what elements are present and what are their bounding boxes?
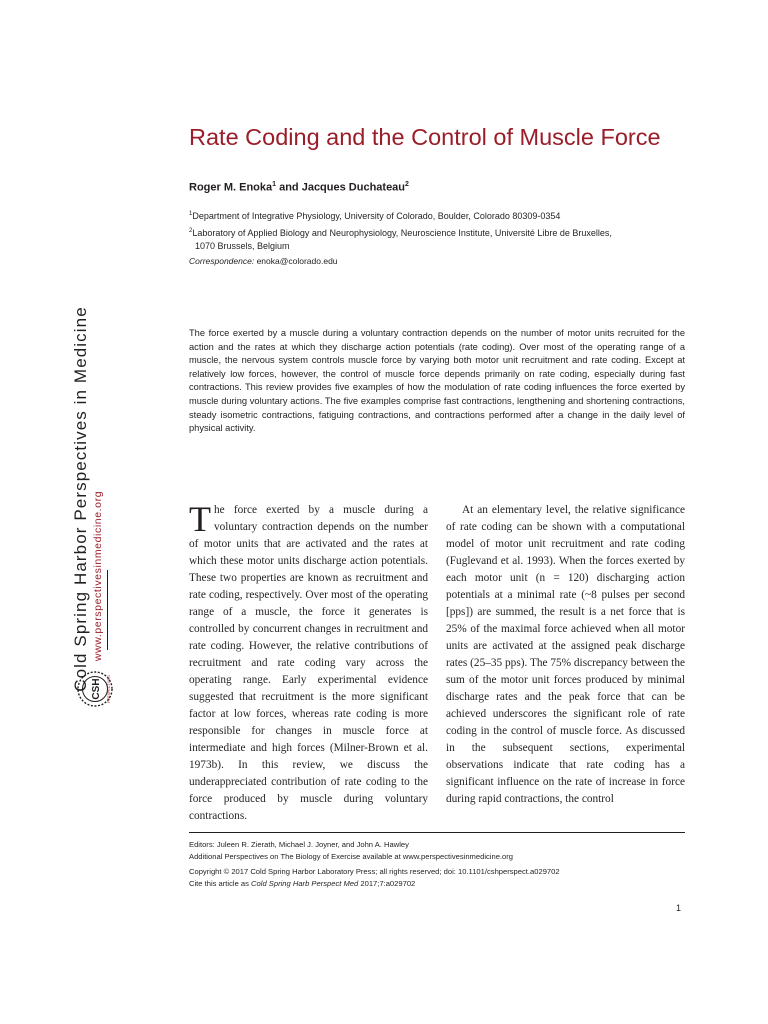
correspondence-label: Correspondence:	[189, 256, 255, 266]
affiliation-text-continued: 1070 Brussels, Belgium	[195, 241, 290, 251]
affiliation-mark: 1	[189, 211, 193, 217]
author-name: Jacques Duchateau	[301, 181, 406, 194]
affiliation-2	[189, 225, 689, 253]
affiliation-mark: 2	[189, 228, 193, 234]
journal-side-banner	[62, 300, 134, 720]
citation-journal: Cold Spring Harb Perspect Med	[251, 879, 359, 888]
body-column-left	[189, 499, 428, 825]
affiliation-1	[189, 208, 689, 223]
correspondence-email[interactable]: enoka@colorado.edu	[254, 256, 338, 266]
correspondence	[189, 256, 338, 266]
affiliation-text: Department of Integrative Physiology, University of Colorado, Boulder, Colorado 80309-0354	[192, 211, 561, 221]
body-text: he force exerted by a muscle during a voluntary contraction depends on the number of motor units that are activated and the rates at which these motor units discharge action potentials. These two properties are known as recruitment and rate coding, respectively. Over most of the operating range of a muscle, the force it generates is controlled by concurrent changes in recruitment and rate coding. However, the relative contributions of recruitment and rate coding vary across the operating range. Early experimental evidence suggested that recruitment is the more significant factor at low forces, whereas rate coding is more responsible for changes in muscle force at intermediate and high forces (Milner-Brown et al. 1973b). In this review, we discuss the underappreciated contribution of rate coding to the force produced by muscle during voluntary contractions.	[189, 504, 428, 822]
author-affiliation-mark: 1	[272, 181, 277, 188]
body-column-right: At an elementary level, the relative significance of rate coding can be shown with a computational model of motor unit recruitment and rate coding (Fuglevand et al. 1993). When the forces exerted by each motor unit (n = 120) discharging action potentials at a minimal rate (~8 pulses per second [pps]) are summed, the result is a net force that is 25% of the maximal force achieved when all motor units are activated at the assigned peak discharge rates (25–35 pps). The 75% discrepancy between the sum of the motor unit forces produced by minimal discharge rates and the peak force that can be achieved underscores the significant role of rate coding in the control of muscle force. As discussed in the subsequent sections, experimental observations indicate that rate coding has a significant influence on the rate of increase in force during rapid contractions, the control	[446, 504, 685, 805]
footer-additional-perspectives: Additional Perspectives on The Biology of Exercise available at www.perspectivesinmedicine.org	[189, 852, 514, 861]
footer-citation	[189, 878, 685, 890]
author-affiliation-mark: 2	[405, 181, 409, 188]
banner-divider	[107, 570, 108, 650]
affiliation-text: Laboratory of Applied Biology and Neurophysiology, Neuroscience Institute, Université Libre de Bruxelles,	[192, 228, 612, 238]
article-title: Rate Coding and the Control of Muscle Force	[189, 124, 661, 150]
footer-editors: Editors: Juleen R. Zierath, Michael J. Joyner, and John A. Hawley	[189, 840, 409, 849]
abstract: The force exerted by a muscle during a voluntary contraction depends on the number of motor units recruited for the action and the rates at which they discharge action potentials (rate coding). Over most of the operating range of a muscle, the nervous system controls muscle force by varying both motor unit recruitment and rate coding. Except at relatively low forces, however, the control of muscle force depends primarily on rate coding, especially during fast contractions. This review provides five examples of how the modulation of rate coding influences the force exerted by muscle during voluntary actions. The five examples comprise fast contractions, lengthening and shortening contractions, steady isometric contractions, fatiguing contractions, and contractions performed after a change in the daily level of physical activity.	[189, 328, 685, 434]
footer-copyright: Copyright © 2017 Cold Spring Harbor Laboratory Press; all rights reserved; doi: 10.1101/cshperspect.a029702	[189, 867, 560, 876]
logo-subtext: PERSPECTIVES	[107, 675, 111, 703]
csh-logo-icon	[74, 660, 116, 718]
drop-cap: T	[189, 499, 211, 539]
footer-divider	[189, 832, 685, 833]
citation-suffix: 2017;7:a029702	[358, 879, 416, 888]
logo-text: CSH	[91, 678, 102, 700]
author-line	[189, 181, 409, 194]
author-name: Roger M. Enoka	[189, 181, 273, 194]
journal-title-vertical: Cold Spring Harbor Perspectives in Medicine	[71, 306, 90, 692]
journal-url-vertical[interactable]: www.perspectivesinmedicine.org	[92, 490, 104, 662]
page-number: 1	[676, 903, 682, 913]
author-conjunction: and	[276, 181, 302, 194]
citation-prefix: Cite this article as	[189, 879, 252, 888]
